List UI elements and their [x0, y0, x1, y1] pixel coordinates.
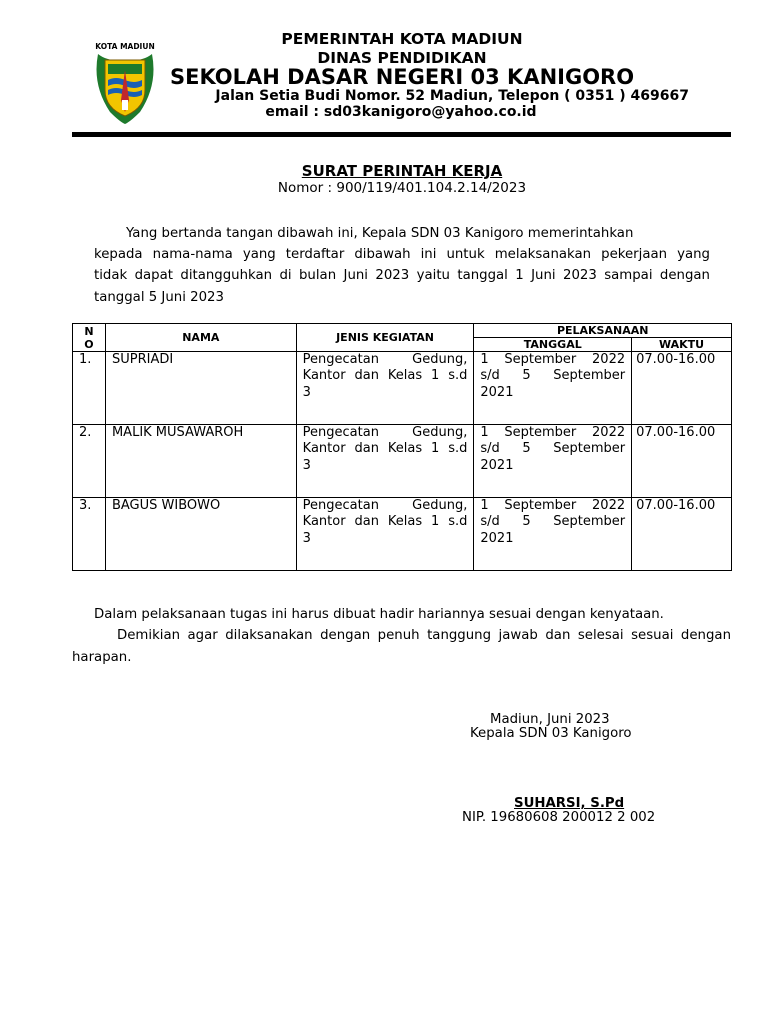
logo-text: KOTA MADIUN	[95, 42, 155, 51]
signature-position: Kepala SDN 03 Kanigoro	[470, 726, 632, 741]
row-jenis: Pengecatan Gedung, Kantor dan Kelas 1 s.d 3	[296, 425, 474, 498]
letter-number: Nomor : 900/119/401.104.2.14/2023	[277, 180, 527, 196]
intro-line-4: tanggal 5 Juni 2023	[94, 290, 224, 305]
letterhead-school-wrap	[170, 65, 768, 89]
row-no: 1.	[73, 352, 106, 425]
row-waktu: 07.00-16.00	[632, 352, 732, 425]
row-no: 2.	[73, 425, 106, 498]
header-no: N O	[73, 324, 106, 352]
intro-line-1: Yang bertanda tangan dibawah ini, Kepala SDN 03 Kanigoro memerintahkan	[126, 226, 634, 241]
row-tanggal: 1 September 2022 s/d 5 September 2021	[474, 498, 632, 571]
row-waktu: 07.00-16.00	[632, 425, 732, 498]
signature-place-date: Madiun, Juni 2023	[490, 712, 610, 727]
letterhead-email: email : sd03kanigoro@yahoo.co.id	[265, 104, 537, 120]
worker-table	[72, 323, 732, 571]
row-nama: SUPRIADI	[105, 352, 296, 425]
header-tanggal: TANGGAL	[474, 338, 632, 352]
signature-name: SUHARSI, S.Pd	[514, 796, 625, 811]
header-nama: NAMA	[105, 324, 296, 352]
logo-area	[86, 38, 190, 130]
row-nama: BAGUS WIBOWO	[105, 498, 296, 571]
header-waktu: WAKTU	[632, 338, 732, 352]
closing-line-2: Demikian agar dilaksanakan dengan penuh tanggung jawab dan selesai sesuai dengan	[117, 628, 731, 643]
header-pelaksanaan: PELAKSANAAN	[474, 324, 732, 338]
signature-nip: NIP. 19680608 200012 2 002	[462, 810, 656, 825]
letterhead-government: PEMERINTAH KOTA MADIUN	[281, 30, 523, 48]
letter-title: SURAT PERINTAH KERJA	[301, 162, 503, 180]
row-tanggal: 1 September 2022 s/d 5 September 2021	[474, 425, 632, 498]
row-nama: MALIK MUSAWAROH	[105, 425, 296, 498]
table-row	[73, 425, 732, 498]
table-row	[73, 352, 732, 425]
row-no: 3.	[73, 498, 106, 571]
table-row	[73, 498, 732, 571]
row-jenis: Pengecatan Gedung, Kantor dan Kelas 1 s.d 3	[296, 498, 474, 571]
letterhead-divider	[72, 132, 731, 137]
letterhead-address: Jalan Setia Budi Nomor. 52 Madiun, Telepon ( 0351 ) 469667	[215, 88, 689, 104]
letterhead-department: DINAS PENDIDIKAN	[317, 49, 487, 67]
intro-line-2: kepada nama-nama yang terdaftar dibawah ini untuk melaksanakan pekerjaan yang	[94, 247, 710, 262]
row-waktu: 07.00-16.00	[632, 498, 732, 571]
intro-line-3: tidak dapat ditangguhkan di bulan Juni 2023 yaitu tanggal 1 Juni 2023 sampai dengan	[94, 268, 710, 283]
header-jenis: JENIS KEGIATAN	[296, 324, 474, 352]
row-tanggal: 1 September 2022 s/d 5 September 2021	[474, 352, 632, 425]
letterhead-school-name: SEKOLAH DASAR NEGERI 03 KANIGORO	[170, 65, 635, 89]
row-jenis: Pengecatan Gedung, Kantor dan Kelas 1 s.d 3	[296, 352, 474, 425]
closing-line-1: Dalam pelaksanaan tugas ini harus dibuat hadir hariannya sesuai dengan kenyataan.	[94, 607, 664, 622]
closing-line-3: harapan.	[72, 650, 132, 665]
